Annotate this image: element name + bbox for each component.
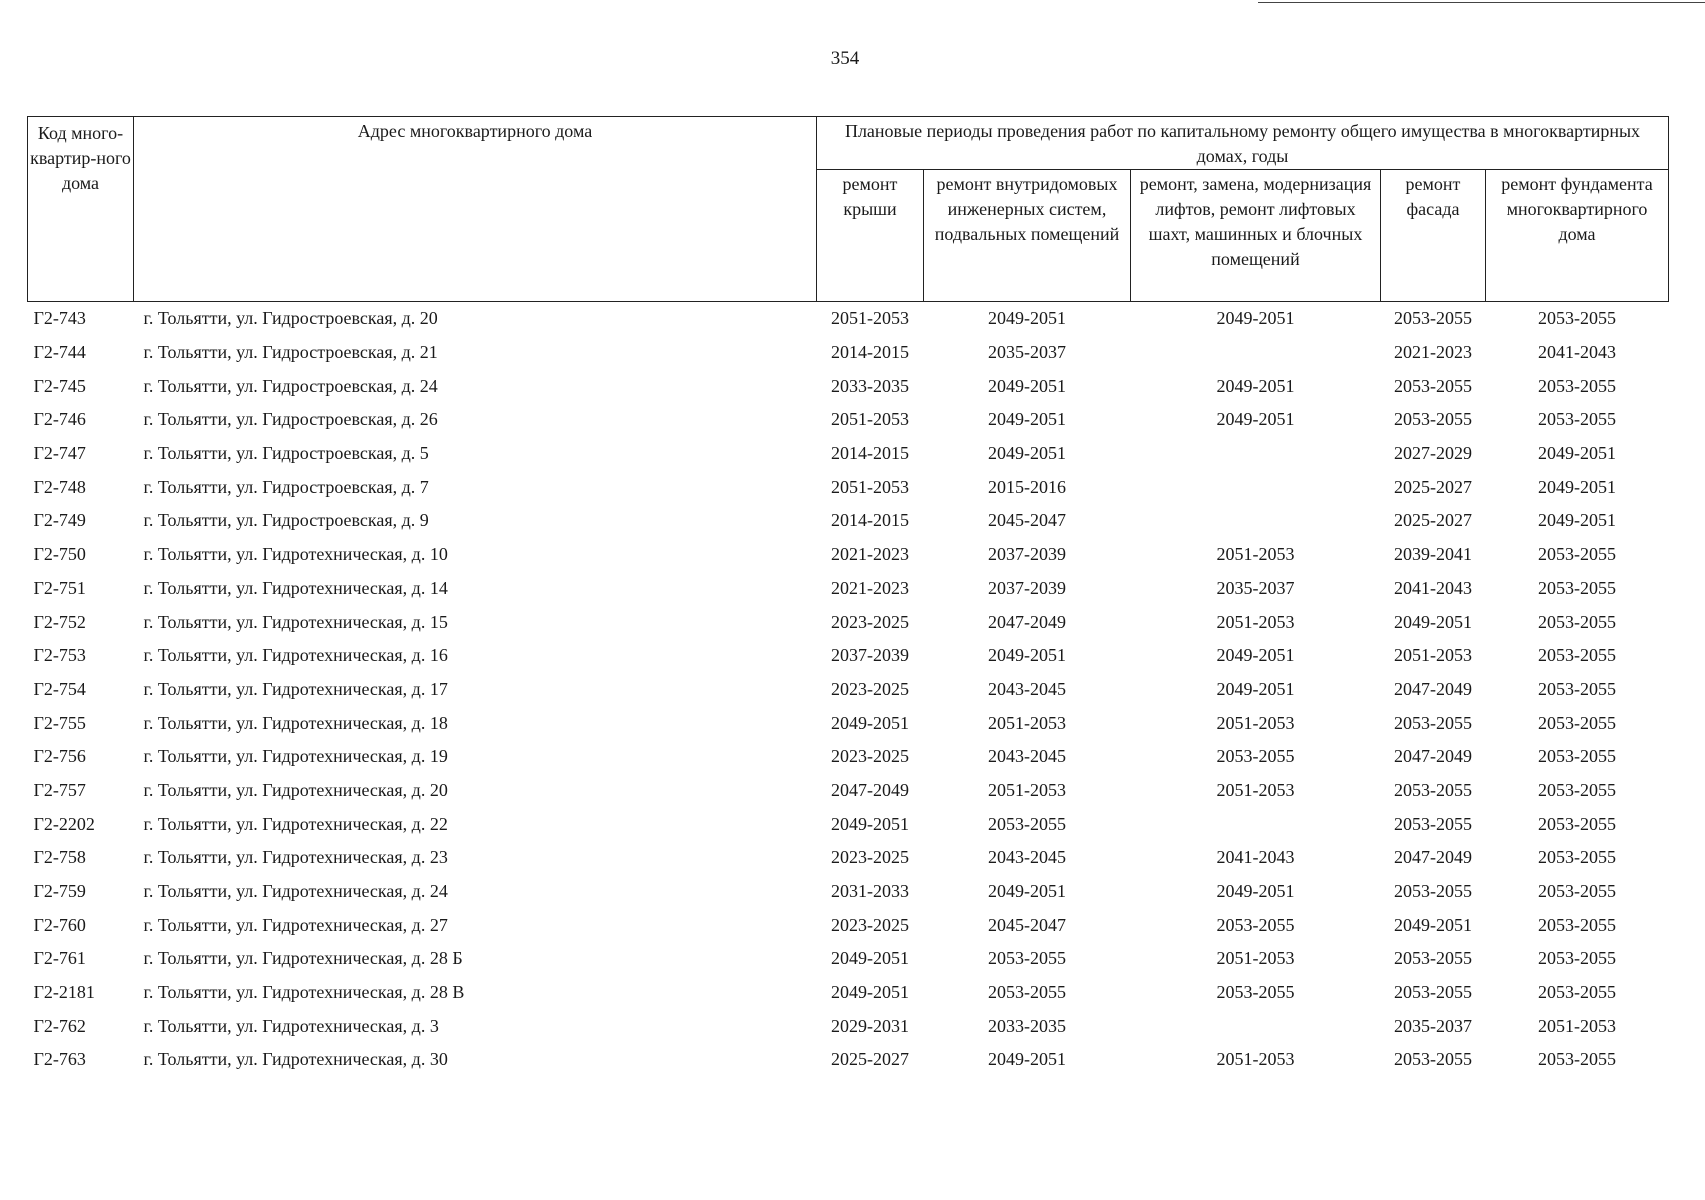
cell-foundation: 2053-2055 [1538,577,1616,598]
cell-engineering: 2045-2047 [988,914,1066,935]
cell-engineering: 2051-2053 [988,712,1066,733]
cell-code: Г2-757 [33,779,86,800]
cell-foundation: 2053-2055 [1538,409,1616,430]
cell-foundation: 2053-2055 [1538,375,1616,396]
header-lifts: ремонт, замена, модернизация лифтов, ремонт лифтовых шахт, машинных и блочных помещений [1131,170,1381,302]
cell-engineering: 2015-2016 [988,476,1066,497]
cell-lifts: 2053-2055 [1216,982,1295,1003]
table-row [28,302,1669,336]
cell-roof: 2023-2025 [831,678,909,699]
cell-address: г. Тольятти, ул. Гидротехническая, д. 28 Б [143,948,463,969]
cell-roof: 2049-2051 [831,712,909,733]
cell-facade: 2053-2055 [1394,779,1472,800]
cell-facade: 2025-2027 [1394,510,1472,531]
cell-engineering: 2043-2045 [988,746,1066,767]
cell-engineering: 2049-2051 [988,881,1066,902]
cell-address: г. Тольятти, ул. Гидротехническая, д. 17 [143,678,448,699]
cell-code: Г2-755 [33,712,86,733]
cell-facade: 2025-2027 [1394,476,1472,497]
cell-roof: 2037-2039 [831,645,909,666]
cell-facade: 2053-2055 [1394,308,1472,329]
table-row [28,470,1669,504]
cell-roof: 2051-2053 [831,308,909,329]
cell-address: г. Тольятти, ул. Гидротехническая, д. 27 [143,914,448,935]
cell-foundation: 2041-2043 [1538,342,1616,363]
cell-address: г. Тольятти, ул. Гидротехническая, д. 16 [143,645,448,666]
cell-roof: 2023-2025 [831,746,909,767]
cell-roof: 2049-2051 [831,813,909,834]
cell-facade: 2035-2037 [1394,1015,1472,1036]
cell-lifts: 2051-2053 [1216,779,1295,800]
table-row [28,437,1669,471]
table-row [28,841,1669,875]
table-row [28,639,1669,673]
cell-code: Г2-2202 [33,813,95,834]
cell-engineering: 2049-2051 [988,409,1066,430]
cell-code: Г2-759 [33,881,86,902]
cell-engineering: 2053-2055 [988,948,1066,969]
cell-address: г. Тольятти, ул. Гидростроевская, д. 24 [143,375,438,396]
cell-address: г. Тольятти, ул. Гидротехническая, д. 18 [143,712,448,733]
cell-address: г. Тольятти, ул. Гидростроевская, д. 9 [143,510,429,531]
cell-lifts: 2051-2053 [1216,948,1295,969]
table-row [28,706,1669,740]
cell-code: Г2-750 [33,544,86,565]
table-row [28,673,1669,707]
cell-lifts [1131,470,1381,504]
cell-address: г. Тольятти, ул. Гидростроевская, д. 26 [143,409,438,430]
cell-code: Г2-749 [33,510,86,531]
cell-lifts: 2049-2051 [1216,308,1295,329]
header-periods-group: Плановые периоды проведения работ по капитальному ремонту общего имущества в многоквартирных домах, годы [817,117,1669,170]
cell-code: Г2-763 [33,1049,86,1070]
cell-facade: 2021-2023 [1394,342,1472,363]
cell-foundation: 2053-2055 [1538,813,1616,834]
cell-address: г. Тольятти, ул. Гидротехническая, д. 3 [143,1015,439,1036]
cell-address: г. Тольятти, ул. Гидротехническая, д. 28 В [143,982,465,1003]
cell-code: Г2-748 [33,476,86,497]
cell-roof: 2049-2051 [831,948,909,969]
cell-code: Г2-761 [33,948,86,969]
cell-foundation: 2053-2055 [1538,881,1616,902]
table-row [28,1043,1669,1077]
cell-engineering: 2037-2039 [988,577,1066,598]
cell-roof: 2049-2051 [831,982,909,1003]
cell-lifts: 2053-2055 [1216,746,1295,767]
cell-facade: 2053-2055 [1394,1049,1472,1070]
cell-code: Г2-762 [33,1015,86,1036]
cell-roof: 2023-2025 [831,847,909,868]
cell-engineering: 2049-2051 [988,645,1066,666]
table-body [28,302,1669,1077]
cell-engineering: 2037-2039 [988,544,1066,565]
cell-facade: 2053-2055 [1394,375,1472,396]
cell-facade: 2053-2055 [1394,409,1472,430]
cell-engineering: 2049-2051 [988,308,1066,329]
cell-foundation: 2053-2055 [1538,544,1616,565]
cell-facade: 2049-2051 [1394,914,1472,935]
cell-facade: 2027-2029 [1394,443,1472,464]
cell-lifts: 2051-2053 [1216,1049,1295,1070]
cell-engineering: 2043-2045 [988,678,1066,699]
page-number: 354 [830,48,860,69]
cell-lifts [1131,437,1381,471]
cell-foundation: 2053-2055 [1538,914,1616,935]
cell-facade: 2053-2055 [1394,881,1472,902]
cell-facade: 2053-2055 [1394,948,1472,969]
table-row [28,504,1669,538]
cell-roof: 2023-2025 [831,914,909,935]
cell-address: г. Тольятти, ул. Гидротехническая, д. 23 [143,847,448,868]
capital-repair-schedule-table [27,116,1669,1077]
table-row [28,774,1669,808]
cell-roof: 2031-2033 [831,881,909,902]
cell-foundation: 2053-2055 [1538,645,1616,666]
cell-code: Г2-760 [33,914,86,935]
cell-lifts: 2035-2037 [1216,577,1295,598]
cell-code: Г2-2181 [33,982,95,1003]
cell-address: г. Тольятти, ул. Гидростроевская, д. 21 [143,342,438,363]
header-engineering: ремонт внутридомовых инженерных систем, подвальных помещений [924,170,1131,302]
table-row [28,572,1669,606]
cell-lifts: 2049-2051 [1216,375,1295,396]
cell-lifts [1131,1009,1381,1043]
table-row [28,1009,1669,1043]
cell-facade: 2047-2049 [1394,746,1472,767]
cell-foundation: 2049-2051 [1538,476,1616,497]
header-roof: ремонт крыши [817,170,924,302]
cell-roof: 2014-2015 [831,510,909,531]
cell-foundation: 2053-2055 [1538,678,1616,699]
cell-address: г. Тольятти, ул. Гидростроевская, д. 7 [143,476,429,497]
cell-address: г. Тольятти, ул. Гидротехническая, д. 24 [143,881,448,902]
cell-lifts: 2053-2055 [1216,914,1295,935]
cell-address: г. Тольятти, ул. Гидростроевская, д. 5 [143,443,429,464]
cell-roof: 2051-2053 [831,476,909,497]
table-row [28,336,1669,370]
cell-engineering: 2053-2055 [988,813,1066,834]
cell-roof: 2025-2027 [831,1049,909,1070]
cell-facade: 2047-2049 [1394,847,1472,868]
cell-lifts: 2051-2053 [1216,544,1295,565]
cell-address: г. Тольятти, ул. Гидротехническая, д. 10 [143,544,448,565]
cell-address: г. Тольятти, ул. Гидротехническая, д. 22 [143,813,448,834]
cell-address: г. Тольятти, ул. Гидротехническая, д. 20 [143,779,448,800]
cell-engineering: 2049-2051 [988,1049,1066,1070]
cell-engineering: 2051-2053 [988,779,1066,800]
cell-code: Г2-752 [33,611,86,632]
cell-roof: 2023-2025 [831,611,909,632]
cell-roof: 2029-2031 [831,1015,909,1036]
cell-address: г. Тольятти, ул. Гидротехническая, д. 15 [143,611,448,632]
cell-lifts: 2051-2053 [1216,611,1295,632]
table-row [28,740,1669,774]
cell-foundation: 2049-2051 [1538,443,1616,464]
cell-address: г. Тольятти, ул. Гидротехническая, д. 14 [143,577,448,598]
table-row [28,403,1669,437]
cell-address: г. Тольятти, ул. Гидротехническая, д. 19 [143,746,448,767]
cell-code: Г2-743 [33,308,86,329]
table-row [28,908,1669,942]
cell-lifts [1131,336,1381,370]
cell-code: Г2-756 [33,746,86,767]
cell-code: Г2-744 [33,342,86,363]
cell-lifts: 2049-2051 [1216,645,1295,666]
table-row [28,538,1669,572]
cell-facade: 2053-2055 [1394,982,1472,1003]
cell-lifts: 2049-2051 [1216,409,1295,430]
cell-engineering: 2053-2055 [988,982,1066,1003]
cell-engineering: 2033-2035 [988,1015,1066,1036]
cell-foundation: 2053-2055 [1538,948,1616,969]
cell-foundation: 2053-2055 [1538,1049,1616,1070]
cell-lifts [1131,504,1381,538]
header-foundation: ремонт фундамента многоквартирного дома [1486,170,1669,302]
cell-engineering: 2043-2045 [988,847,1066,868]
cell-roof: 2014-2015 [831,443,909,464]
cell-roof: 2021-2023 [831,577,909,598]
cell-foundation: 2049-2051 [1538,510,1616,531]
cell-roof: 2051-2053 [831,409,909,430]
cell-foundation: 2053-2055 [1538,779,1616,800]
cell-lifts [1131,807,1381,841]
cell-lifts: 2049-2051 [1216,678,1295,699]
header-address: Адрес многоквартирного дома [134,117,817,302]
cell-foundation: 2053-2055 [1538,746,1616,767]
cell-foundation: 2053-2055 [1538,847,1616,868]
cell-code: Г2-745 [33,375,86,396]
cell-engineering: 2047-2049 [988,611,1066,632]
table-row [28,942,1669,976]
cell-facade: 2049-2051 [1394,611,1472,632]
cell-facade: 2051-2053 [1394,645,1472,666]
cell-engineering: 2049-2051 [988,375,1066,396]
cell-code: Г2-746 [33,409,86,430]
cell-roof: 2033-2035 [831,375,909,396]
cell-code: Г2-747 [33,443,86,464]
cell-foundation: 2053-2055 [1538,712,1616,733]
cell-address: г. Тольятти, ул. Гидротехническая, д. 30 [143,1049,448,1070]
cell-engineering: 2049-2051 [988,443,1066,464]
table-row [28,605,1669,639]
table-row [28,875,1669,909]
cell-facade: 2041-2043 [1394,577,1472,598]
cell-foundation: 2053-2055 [1538,982,1616,1003]
cell-roof: 2021-2023 [831,544,909,565]
table-row [28,369,1669,403]
cell-lifts: 2049-2051 [1216,881,1295,902]
cell-address: г. Тольятти, ул. Гидростроевская, д. 20 [143,308,438,329]
table-row [28,807,1669,841]
cell-lifts: 2051-2053 [1216,712,1295,733]
cell-facade: 2053-2055 [1394,712,1472,733]
table-row [28,976,1669,1010]
cell-code: Г2-753 [33,645,86,666]
header-code: Код много-квартир-ного дома [28,117,134,302]
cell-engineering: 2035-2037 [988,342,1066,363]
cell-roof: 2047-2049 [831,779,909,800]
cell-facade: 2053-2055 [1394,813,1472,834]
cell-facade: 2047-2049 [1394,678,1472,699]
cell-foundation: 2053-2055 [1538,308,1616,329]
top-rule [1258,2,1705,3]
cell-code: Г2-758 [33,847,86,868]
cell-foundation: 2053-2055 [1538,611,1616,632]
cell-foundation: 2051-2053 [1538,1015,1616,1036]
cell-facade: 2039-2041 [1394,544,1472,565]
cell-code: Г2-754 [33,678,86,699]
cell-lifts: 2041-2043 [1216,847,1295,868]
header-facade: ремонт фасада [1381,170,1486,302]
cell-engineering: 2045-2047 [988,510,1066,531]
cell-roof: 2014-2015 [831,342,909,363]
cell-code: Г2-751 [33,577,86,598]
